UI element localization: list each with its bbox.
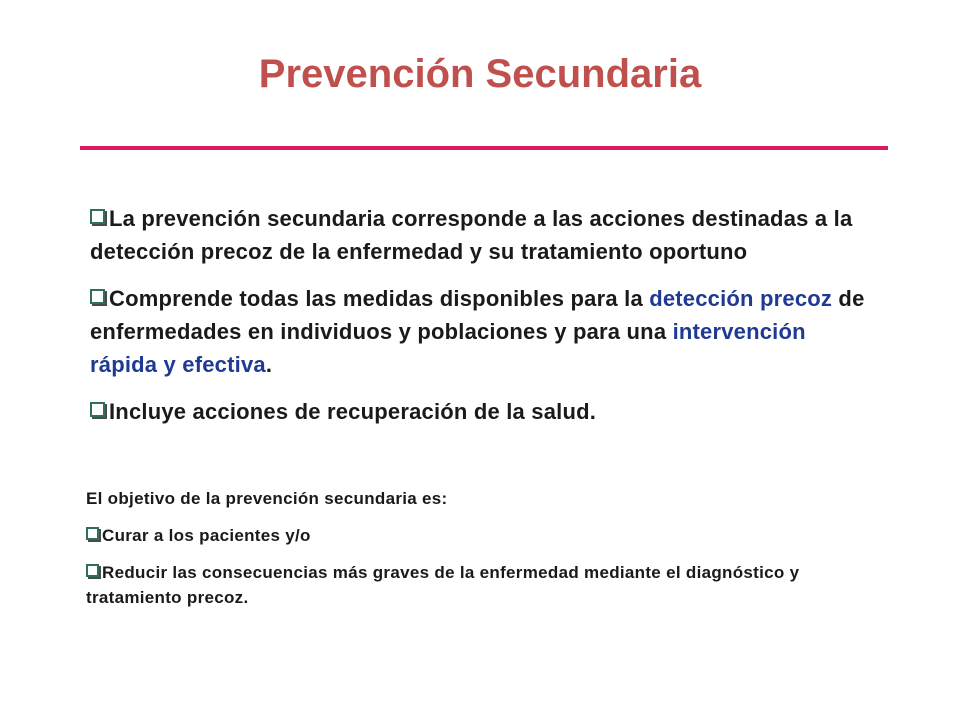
bullet-item-1: [90, 202, 870, 268]
objective-item-1: [86, 523, 886, 548]
bullet-text: La prevención secundaria corresponde a las acciones destinadas a la detección precoz de la enfermedad y su tratamiento oportuno: [90, 206, 853, 264]
checkbox-bullet-icon: [90, 289, 105, 304]
bullet-text-part: de enfermedades en individuos y poblaciones y para una: [90, 286, 865, 344]
highlight-text: detección precoz: [649, 286, 833, 311]
bullet-text-part: .: [265, 352, 273, 377]
objective-item-text: Curar a los pacientes y/o: [102, 526, 311, 545]
checkbox-bullet-icon: [86, 564, 99, 577]
objective-section: [86, 486, 886, 622]
title-divider: [80, 146, 888, 150]
bullet-text-part: Comprende todas las medidas disponibles para la: [109, 286, 650, 311]
highlight-text: intervención rápida y efectiva: [90, 319, 806, 377]
bullet-text: Incluye acciones de recuperación de la salud.: [109, 399, 597, 424]
objective-item-2: [86, 560, 886, 610]
checkbox-bullet-icon: [90, 402, 105, 417]
bullet-item-3: [90, 395, 870, 428]
main-bullet-list: [90, 202, 870, 442]
slide-title: Prevención Secundaria: [258, 52, 702, 96]
checkbox-bullet-icon: [90, 209, 105, 224]
bullet-item-2: [90, 282, 870, 381]
checkbox-bullet-icon: [86, 527, 99, 540]
objective-item-text: Reducir las consecuencias más graves de la enfermedad mediante el diagnóstico y tratamiento precoz.: [86, 563, 800, 607]
objective-heading: El objetivo de la prevención secundaria es:: [86, 489, 448, 508]
